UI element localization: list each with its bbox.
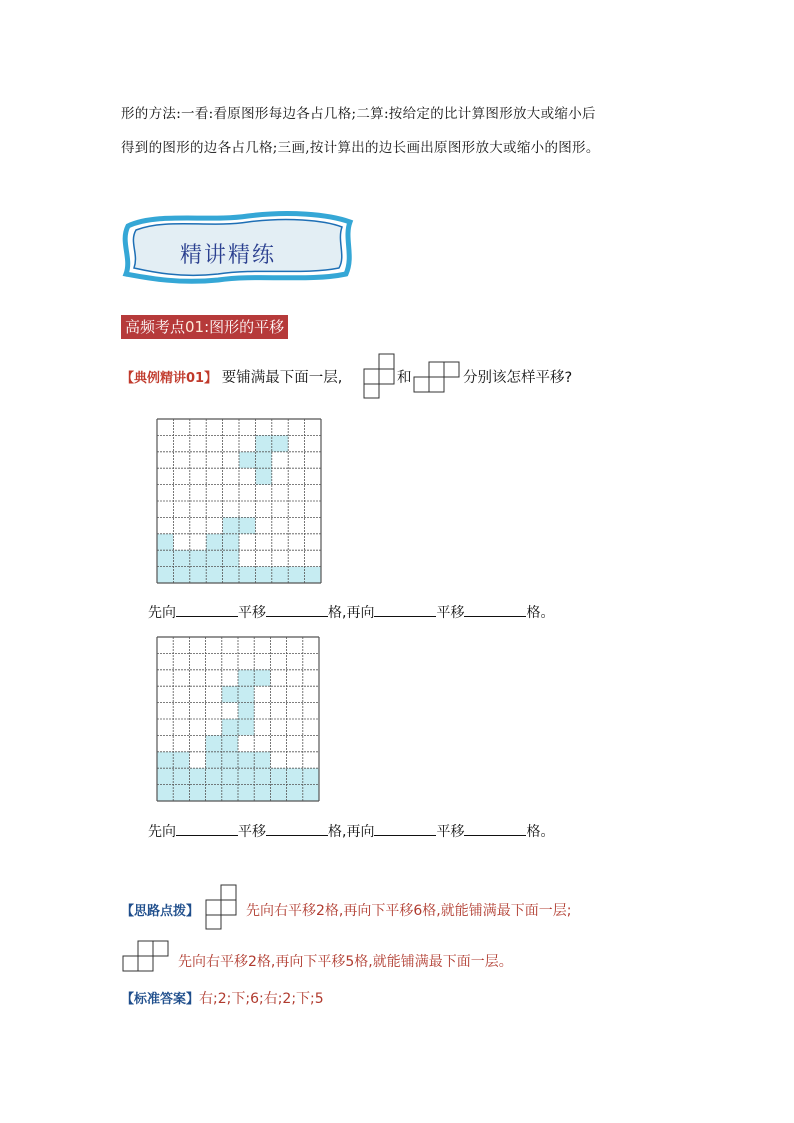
hint-shape-a-icon — [205, 884, 237, 930]
filled-cell — [238, 719, 254, 735]
filled-cell — [223, 567, 239, 583]
topic-heading — [121, 315, 288, 339]
filled-cell — [272, 567, 288, 583]
blank-field[interactable] — [266, 821, 328, 836]
fill-text: 平移 — [238, 824, 266, 840]
example-tag: 【典例精讲01】 — [121, 371, 218, 386]
filled-cell — [222, 752, 238, 768]
filled-cell — [189, 785, 205, 801]
blank-field[interactable] — [464, 602, 526, 617]
filled-cell — [238, 752, 254, 768]
filled-cell — [157, 534, 173, 550]
answer-line — [121, 988, 324, 1008]
fill-text: 先向 — [148, 605, 176, 621]
blank-field[interactable] — [374, 602, 436, 617]
fill-text: 格,再向 — [328, 605, 375, 621]
filled-cell — [206, 752, 222, 768]
banner-title: 精讲精练 — [180, 243, 277, 268]
filled-cell — [287, 785, 303, 801]
fill-line-1 — [148, 602, 554, 622]
filled-cell — [157, 567, 173, 583]
hint-line-1: 先向右平移2格,再向下平移6格,就能铺满最下面一层; — [246, 903, 572, 919]
fill-text: 格,再向 — [328, 824, 375, 840]
fill-text: 格。 — [526, 605, 555, 621]
filled-cell — [238, 686, 254, 702]
filled-cell — [157, 785, 173, 801]
hint-tag-wrap — [121, 900, 199, 919]
filled-cell — [254, 670, 270, 686]
blank-field[interactable] — [176, 821, 238, 836]
filled-cell — [287, 768, 303, 784]
grid-2 — [156, 636, 320, 802]
topic-suffix: :图形的平移 — [204, 318, 285, 336]
intro-line-2: 得到的图形的边各占几格;三画,按计算出的边长画出原图形放大或缩小的图形。 — [121, 140, 600, 156]
shape-a-icon — [363, 353, 395, 399]
example-question — [121, 368, 342, 388]
filled-cell — [223, 550, 239, 566]
filled-cell — [239, 517, 255, 533]
filled-cell — [157, 752, 173, 768]
example-text-after: 分别该怎样平移? — [463, 370, 573, 386]
filled-cell — [222, 735, 238, 751]
filled-cell — [173, 567, 189, 583]
fill-line-2 — [148, 821, 554, 841]
filled-cell — [206, 534, 222, 550]
filled-cell — [223, 517, 239, 533]
filled-cell — [303, 785, 319, 801]
example-text-before: 要铺满最下面一层, — [221, 370, 343, 386]
blank-field[interactable] — [374, 821, 436, 836]
hint-line-2: 先向右平移2格,再向下平移5格,就能铺满最下面一层。 — [178, 954, 513, 970]
filled-cell — [222, 686, 238, 702]
filled-cell — [239, 567, 255, 583]
hint-shape-b-icon — [122, 940, 170, 972]
filled-cell — [206, 768, 222, 784]
filled-cell — [272, 435, 288, 451]
filled-cell — [270, 785, 286, 801]
blank-field[interactable] — [464, 821, 526, 836]
filled-cell — [206, 567, 222, 583]
filled-cell — [255, 567, 271, 583]
answer-value: 右;2;下;6;右;2;下;5 — [199, 991, 324, 1007]
topic-prefix: 高频考点 — [125, 318, 186, 336]
filled-cell — [222, 785, 238, 801]
filled-cell — [157, 550, 173, 566]
grid-1 — [156, 418, 322, 584]
filled-cell — [255, 435, 271, 451]
blank-field[interactable] — [266, 602, 328, 617]
filled-cell — [173, 785, 189, 801]
filled-cell — [255, 468, 271, 484]
filled-cell — [255, 452, 271, 468]
filled-cell — [238, 768, 254, 784]
filled-cell — [157, 768, 173, 784]
filled-cell — [238, 703, 254, 719]
shape-b-icon — [413, 361, 461, 393]
filled-cell — [206, 785, 222, 801]
intro-line-1: 形的方法:一看:看原图形每边各占几格;二算:按给定的比计算图形放大或缩小后 — [121, 106, 596, 122]
filled-cell — [190, 550, 206, 566]
filled-cell — [303, 768, 319, 784]
filled-cell — [173, 550, 189, 566]
filled-cell — [238, 785, 254, 801]
filled-cell — [254, 752, 270, 768]
filled-cell — [239, 452, 255, 468]
fill-text: 平移 — [436, 824, 465, 840]
topic-number: 01 — [185, 318, 205, 336]
filled-cell — [238, 670, 254, 686]
fill-text: 平移 — [238, 605, 266, 621]
filled-cell — [189, 768, 205, 784]
filled-cell — [206, 735, 222, 751]
fill-text: 先向 — [148, 824, 176, 840]
hint-tag: 【思路点拨】 — [121, 904, 200, 919]
filled-cell — [173, 768, 189, 784]
filled-cell — [254, 768, 270, 784]
fill-text: 平移 — [436, 605, 465, 621]
filled-cell — [254, 785, 270, 801]
filled-cell — [222, 768, 238, 784]
filled-cell — [173, 752, 189, 768]
blank-field[interactable] — [176, 602, 238, 617]
answer-tag: 【标准答案】 — [121, 992, 200, 1007]
filled-cell — [223, 534, 239, 550]
example-and: 和 — [397, 370, 412, 386]
filled-cell — [288, 567, 304, 583]
filled-cell — [206, 550, 222, 566]
filled-cell — [305, 567, 321, 583]
filled-cell — [270, 768, 286, 784]
fill-text: 格。 — [526, 824, 555, 840]
filled-cell — [222, 719, 238, 735]
filled-cell — [190, 567, 206, 583]
